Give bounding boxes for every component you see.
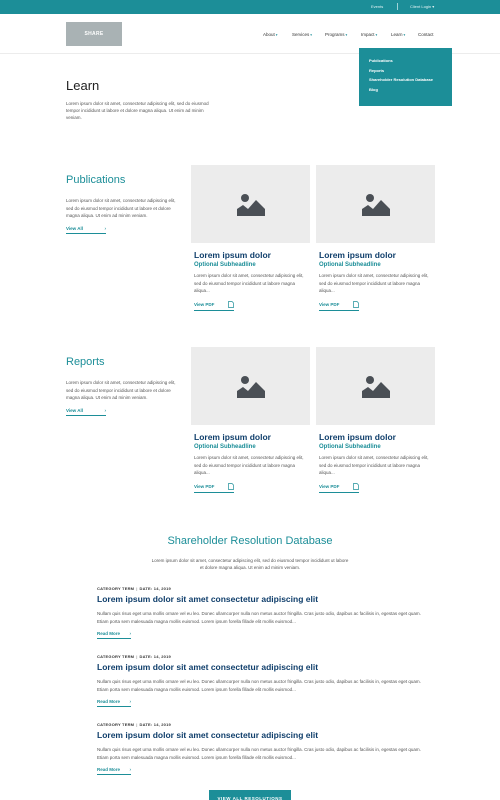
link-label: View PDF	[194, 483, 215, 489]
meta-separator: |	[136, 722, 138, 727]
site-logo[interactable]: SHARE	[66, 22, 122, 46]
chevron-right-icon: ›	[104, 408, 106, 413]
nav-label: Contact	[418, 32, 434, 37]
client-login-label: Client Login	[410, 4, 432, 9]
resolution-title[interactable]: Lorem ipsum dolor sit amet consectetur adipiscing elit	[97, 662, 319, 672]
resolution-item	[97, 722, 427, 775]
view-pdf-link[interactable]	[319, 301, 359, 311]
card-title[interactable]: Lorem ipsum dolor	[319, 250, 396, 260]
nav-about[interactable]	[263, 32, 278, 37]
resolution-meta	[97, 654, 427, 659]
resolution-date: DATE: 14, 2019	[139, 722, 171, 727]
menu-item-blog[interactable]: Blog	[369, 86, 378, 92]
chevron-down-icon: ▾	[403, 32, 406, 37]
utility-divider	[397, 3, 398, 10]
link-label: Read More	[97, 699, 121, 704]
publications-heading: Publications	[66, 174, 126, 186]
card-subheadline: Optional Subheadline	[319, 262, 381, 268]
publication-card	[191, 165, 310, 311]
learn-dropdown-menu	[359, 48, 452, 106]
chevron-down-icon: ▾	[375, 32, 378, 37]
category-term[interactable]: CATEGORY TERM	[97, 654, 135, 659]
view-all-resolutions-button[interactable]: VIEW ALL RESOLUTIONS	[209, 790, 291, 800]
link-label: View All	[66, 408, 84, 413]
resolution-excerpt: Nullam quis risus eget urna mollis ornare vel eu leo. Donec ullamcorper nulla non metus auctor fringilla. Cras justo odio, dapibus ac facilisis in, egestas eget quam. Etiam porta sem malesuada magna mollis euismod. Lorem ipsum forella fillade elit mollis euismod...	[97, 611, 421, 624]
view-pdf-link[interactable]	[319, 483, 359, 493]
reports-heading: Reports	[66, 356, 105, 368]
nav-label: About	[263, 32, 275, 37]
pdf-icon	[228, 483, 234, 490]
image-placeholder	[191, 347, 310, 425]
card-subheadline: Optional Subheadline	[194, 262, 256, 268]
utility-bar	[0, 0, 500, 14]
card-title[interactable]: Lorem ipsum dolor	[194, 432, 271, 442]
pdf-icon	[353, 301, 359, 308]
link-label: View All	[66, 226, 84, 231]
resolution-title[interactable]: Lorem ipsum dolor sit amet consectetur adipiscing elit	[97, 594, 319, 604]
resolution-excerpt: Nullam quis risus eget urna mollis ornare vel eu leo. Donec ullamcorper nulla non metus auctor fringilla. Cras justo odio, dapibus ac facilisis in, egestas eget quam. Etiam porta sem malesuada magna mollis euismod. Lorem ipsum forella fillade elit mollis euismod...	[97, 679, 421, 692]
card-title[interactable]: Lorem ipsum dolor	[194, 250, 271, 260]
resolution-item	[97, 654, 427, 707]
chevron-down-icon: ▾	[310, 32, 313, 37]
read-more-link[interactable]	[97, 631, 131, 639]
chevron-right-icon: ›	[129, 767, 131, 772]
category-term[interactable]: CATEGORY TERM	[97, 722, 135, 727]
pdf-icon	[353, 483, 359, 490]
card-title[interactable]: Lorem ipsum dolor	[319, 432, 396, 442]
publications-view-all-link[interactable]	[66, 226, 106, 234]
image-placeholder-icon	[237, 374, 265, 398]
resolution-excerpt: Nullam quis risus eget urna mollis ornare vel eu leo. Donec ullamcorper nulla non metus auctor fringilla. Cras justo odio, dapibus ac facilisis in, egestas eget quam. Etiam porta sem malesuada magna mollis euismod. Lorem ipsum forella fillade elit mollis euismod...	[97, 747, 421, 760]
pdf-icon	[228, 301, 234, 308]
card-text: Lorem ipsum dolor sit amet, consectetur adipiscing elit, sed do eiusmod tempor incididunt ut labore magna aliqua...	[319, 455, 429, 475]
view-pdf-link[interactable]	[194, 301, 234, 311]
nav-label: Services	[292, 32, 310, 37]
menu-item-shareholder-database[interactable]: Shareholder Resolution Database	[369, 77, 434, 82]
page-title: Learn	[66, 78, 100, 93]
card-subheadline: Optional Subheadline	[319, 444, 381, 450]
link-label: Read More	[97, 767, 121, 772]
nav-label: Learn	[391, 32, 403, 37]
read-more-link[interactable]	[97, 767, 131, 775]
view-pdf-link[interactable]	[194, 483, 234, 493]
image-placeholder	[191, 165, 310, 243]
meta-separator: |	[136, 654, 138, 659]
read-more-link[interactable]	[97, 699, 131, 707]
link-label: Read More	[97, 631, 121, 636]
card-text: Lorem ipsum dolor sit amet, consectetur adipiscing elit, sed do eiusmod tempor incididunt ut labore magna aliqua...	[194, 455, 304, 475]
link-label: View PDF	[319, 483, 340, 489]
nav-impact[interactable]	[361, 32, 377, 37]
intro-text: Lorem ipsum dolor sit amet, consectetur adipiscing elit, sed do eiusmod tempor incididunt ut labore et dolore magna aliqua. Ut enim ad minim veniam.	[66, 101, 209, 120]
report-card	[316, 347, 435, 493]
meta-separator: |	[136, 586, 138, 591]
chevron-right-icon: ›	[129, 631, 131, 636]
image-placeholder-icon	[362, 192, 390, 216]
publication-card	[316, 165, 435, 311]
image-placeholder-icon	[362, 374, 390, 398]
nav-services[interactable]	[292, 32, 312, 37]
nav-programs[interactable]	[325, 32, 347, 37]
reports-description: Lorem ipsum dolor sit amet, consectetur adipiscing elit, sed do eiusmod tempor incididunt ut labore et dolore magna aliqua. Ut enim ad minim veniam.	[66, 380, 176, 400]
nav-contact[interactable]	[418, 32, 434, 37]
card-text: Lorem ipsum dolor sit amet, consectetur adipiscing elit, sed do eiusmod tempor incididunt ut labore magna aliqua...	[319, 273, 429, 293]
card-subheadline: Optional Subheadline	[194, 444, 256, 450]
image-placeholder-icon	[237, 192, 265, 216]
report-card	[191, 347, 310, 493]
category-term[interactable]: CATEGORY TERM	[97, 586, 135, 591]
events-link[interactable]: Events	[371, 4, 384, 9]
nav-label: Programs	[325, 32, 345, 37]
card-text: Lorem ipsum dolor sit amet, consectetur adipiscing elit, sed do eiusmod tempor incididunt ut labore magna aliqua...	[194, 273, 304, 293]
reports-view-all-link[interactable]	[66, 408, 106, 416]
link-label: View PDF	[319, 301, 340, 307]
database-heading: Shareholder Resolution Database	[167, 535, 333, 547]
resolution-date: DATE: 14, 2019	[139, 586, 171, 591]
menu-item-reports[interactable]: Reports	[369, 67, 385, 73]
resolution-item	[97, 586, 427, 639]
chevron-right-icon: ›	[129, 699, 131, 704]
resolution-title[interactable]: Lorem ipsum dolor sit amet consectetur adipiscing elit	[97, 730, 319, 740]
chevron-down-icon: ▾	[275, 32, 278, 37]
publications-description: Lorem ipsum dolor sit amet, consectetur adipiscing elit, sed do eiusmod tempor incididunt ut labore et dolore magna aliqua. Ut enim ad minim veniam.	[66, 198, 176, 218]
resolution-meta	[97, 722, 427, 727]
image-placeholder	[316, 165, 435, 243]
resolution-date: DATE: 14, 2019	[139, 654, 171, 659]
chevron-right-icon: ›	[104, 226, 106, 231]
client-login-link[interactable]	[410, 4, 434, 9]
link-label: View PDF	[194, 301, 215, 307]
nav-learn[interactable]	[391, 32, 405, 37]
chevron-down-icon: ▾	[345, 32, 348, 37]
menu-item-publications[interactable]: Publications	[369, 58, 393, 63]
nav-label: Impact	[361, 32, 375, 37]
chevron-down-icon: ▾	[432, 4, 435, 9]
image-placeholder	[316, 347, 435, 425]
resolution-meta	[97, 586, 427, 591]
database-description: Lorem ipsum dolor sit amet, consectetur adipiscing elit, sed do eiusmod tempor incididunt ut labore et dolore magna aliqua. Ut enim ad minim veniam.	[151, 558, 349, 570]
